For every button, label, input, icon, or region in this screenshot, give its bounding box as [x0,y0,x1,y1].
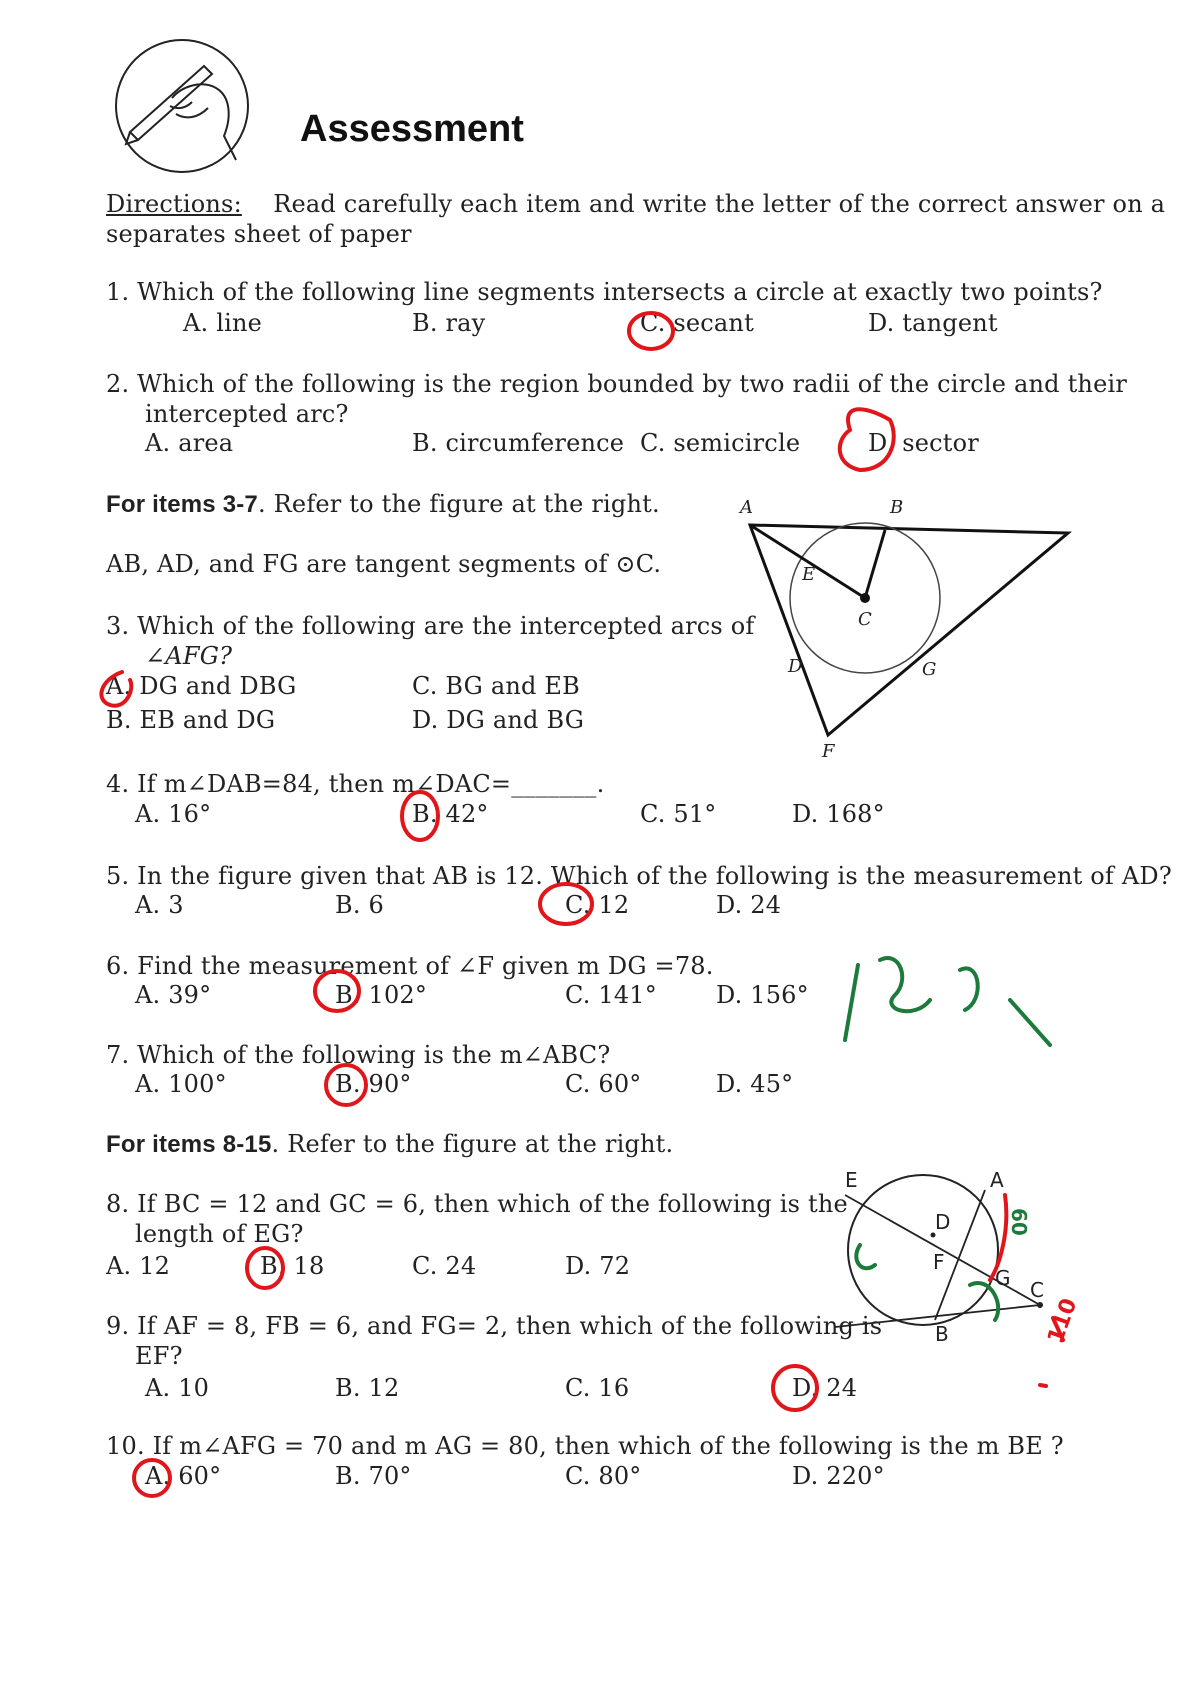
fig2-label-B: B [935,1322,949,1345]
q4-choice-b: B. 42° [412,800,489,828]
label-A: A [740,497,753,518]
items-8-15-instruction [106,1130,673,1159]
label-B: B [890,497,904,518]
point-C [1037,1302,1043,1308]
q9-choice-a: A. 10 [145,1374,210,1402]
q6-choice-b: B. 102° [335,981,428,1009]
directions-line2: separates sheet of paper [106,220,412,248]
q6-choice-c: C. 141° [565,981,657,1009]
question-2-cont: intercepted arc? [145,400,349,428]
tangent-note: AB, AD, and FG are tangent segments of ⊙C. [106,550,662,578]
fig2-label-E: E [845,1168,858,1192]
q6-choice-d: D. 156° [716,981,809,1009]
label-E: E [802,564,816,585]
question-5: 5. In the figure given that AB is 12. Which of the following is the measurement of AD? [106,862,1172,890]
label-F: F [822,741,835,762]
q3-choice-d: D. DG and BG [412,706,585,734]
question-1: 1. Which of the following line segments intersects a circle at exactly two points? [106,278,1103,306]
q8-choice-b: B. 18 [260,1252,325,1280]
question-9: 9. If AF = 8, FB = 6, and FG= 2, then which of the following is [106,1312,883,1340]
green-note-stroke-1 [845,965,858,1040]
page-title: Assessment [300,108,524,150]
q7-choice-b: B. 90° [335,1070,412,1098]
q8-choice-a: A. 12 [106,1252,171,1280]
q9-choice-b: B. 12 [335,1374,400,1402]
question-8: 8. If BC = 12 and GC = 6, then which of the following is the [106,1190,848,1218]
question-2: 2. Which of the following is the region bounded by two radii of the circle and their [106,370,1128,398]
q2-choice-d: D. sector [868,429,979,457]
red-note-b: 110 [1043,1295,1083,1348]
green-note-stroke-2 [880,958,930,1011]
q4-choice-c: C. 51° [640,800,717,828]
segment-AC [750,525,865,598]
q9-choice-c: C. 16 [565,1374,630,1402]
q1-choice-b: B. ray [412,309,486,337]
items-3-7-label: For items 3-7 [106,491,258,518]
circle-D [848,1175,998,1325]
q10-choice-b: B. 70° [335,1462,412,1490]
label-G: G [922,659,937,680]
question-9-cont: EF? [135,1342,183,1370]
hand-writing-with-pencil-icon [112,36,252,176]
red-dot [1040,1385,1046,1386]
directions [106,190,1165,218]
question-8-cont: length of EG? [135,1220,304,1248]
label-C: C [858,609,872,630]
q8-choice-c: C. 24 [412,1252,477,1280]
items-8-15-rest: . Refer to the figure at the right. [271,1130,674,1158]
fig2-label-C: C [1030,1278,1044,1302]
q5-choice-a: A. 3 [135,891,184,919]
q2-choice-a: A. area [145,429,234,457]
directions-label: Directions: [106,190,242,218]
q5-choice-d: D. 24 [716,891,782,919]
question-7: 7. Which of the following is the m∠ABC? [106,1041,611,1069]
q3-choice-b: B. EB and DG [106,706,276,734]
items-8-15-label: For items 8-15 [106,1131,272,1158]
q3-choice-c: C. BG and EB [412,672,580,700]
q7-choice-a: A. 100° [135,1070,227,1098]
q6-choice-a: A. 39° [135,981,212,1009]
fig2-label-A: A [990,1168,1004,1192]
figure-tangent-triangle [730,495,1090,765]
question-3: 3. Which of the following are the intercepted arcs of [106,612,755,640]
question-6: 6. Find the measurement of ∠F given m DG =78. [106,952,714,980]
question-10: 10. If m∠AFG = 70 and m AG = 80, then which of the following is the m BE ? [106,1432,1064,1460]
green-note-a: 60 [1007,1208,1031,1236]
q10-choice-c: C. 80° [565,1462,642,1490]
label-D: D [788,656,803,677]
q8-choice-d: D. 72 [565,1252,631,1280]
question-3-cont: ∠AFG? [145,642,233,670]
green-note-stroke-3 [960,968,978,1010]
fig2-label-G: G [995,1266,1011,1290]
q3-choice-a: A. DG and DBG [106,672,297,700]
q1-choice-d: D. tangent [868,309,998,337]
question-4: 4. If m∠DAB=84, then m∠DAC=_______. [106,770,605,798]
q7-choice-c: C. 60° [565,1070,642,1098]
q1-choice-a: A. line [183,309,263,337]
center-point-C [860,593,870,603]
radius-CB [865,530,885,598]
q4-choice-d: D. 168° [792,800,885,828]
directions-line1: Read carefully each item and write the letter of the correct answer on a [273,190,1166,218]
q2-choice-c: C. semicircle [640,429,801,457]
fig2-label-F: F [933,1250,945,1274]
q5-choice-b: B. 6 [335,891,384,919]
q9-choice-d: D. 24 [792,1374,858,1402]
q1-choice-c: C. secant [640,309,754,337]
q10-choice-d: D. 220° [792,1462,885,1490]
q7-choice-d: D. 45° [716,1070,794,1098]
green-note-stroke-4 [1010,1000,1050,1045]
q2-choice-b: B. circumference [412,429,625,457]
fig2-label-D: D [935,1210,951,1234]
q5-choice-c: C. 12 [565,891,630,919]
q4-choice-a: A. 16° [135,800,212,828]
q10-choice-a: A. 60° [145,1462,222,1490]
items-3-7-rest: . Refer to the figure at the right. [257,490,660,518]
figure-secant-circle [835,1165,1085,1348]
items-3-7-instruction [106,490,660,519]
